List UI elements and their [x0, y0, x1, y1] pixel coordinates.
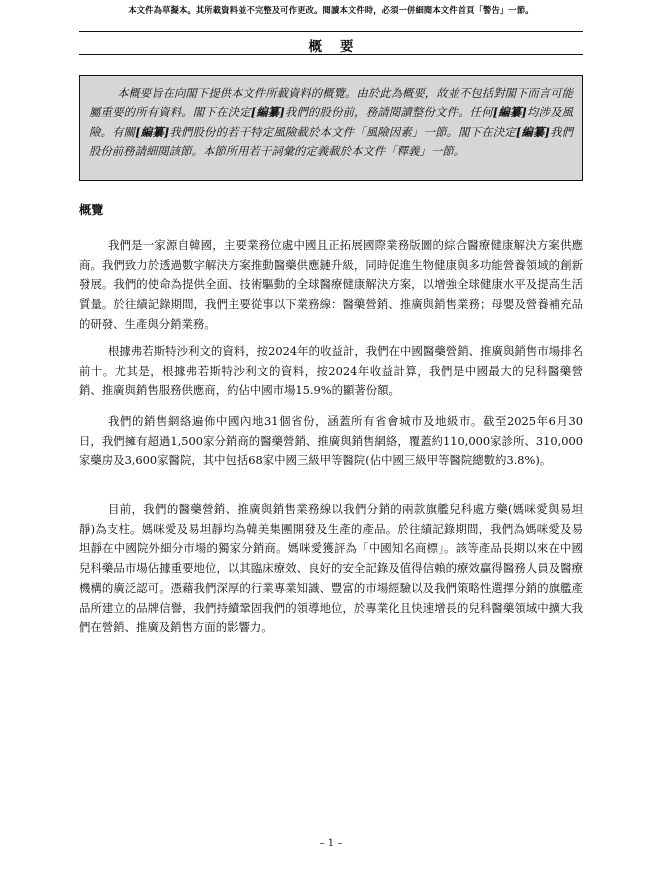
overview-paragraph: 我們是一家源自韓國，主要業務位處中國且正拓展國際業務版圖的綜合醫療健康解決方案供應商。我們致力於透過數字解決方案推動醫藥供應鏈升級，同時促進生物健康與多功能營養領域的創新發展。我們的使命為提供全面、技術驅動的全球醫療健康解決方案，以增強全球健康水平及提高生活質量。於往績記錄期間，我們主要從事以下業務線：醫藥營銷、推廣與銷售業務；母嬰及營養補充品的研發、生產與分銷業務。: [79, 238, 583, 331]
overview-paragraph: 目前，我們的醫藥營銷、推廣與銷售業務線以我們分銷的兩款旗艦兒科處方藥(媽咪愛與易坦靜)為支柱。媽咪愛及易坦靜均為韓美集團開發及生產的產品。於往績記錄期間，我們為媽咪愛及易坦靜在中國院外細分市場的獨家分銷商。媽咪愛獲評為「中國知名商標」。該等產品長期以來在中國兒科藥品市場佔據重要地位，以其臨床療效、良好的安全記錄及值得信賴的療效贏得醫務人員及醫療機構的廣泛認可。憑藉我們深厚的行業專業知識、豐富的市場經驗以及我們策略性選擇分銷的旗艦產品所建立的品牌信譽，我們持續鞏固我們的領導地位，於專業化且快速增長的兒科醫藥領域中擴大我們在營銷、推廣及銷售方面的影響力。: [79, 502, 583, 635]
redacted-marker: [編纂]: [135, 124, 170, 139]
notice-text: 我們股份前務請細閱該節。本節所用若干詞彙的定義載於本文件「釋義」一節。: [89, 124, 574, 159]
title-top-rule: [79, 31, 583, 32]
overview-heading: 概覽: [79, 203, 104, 217]
overview-paragraph: 我們的銷售網絡遍佈中國內地31個省份，涵蓋所有省會城市及地級市。截至2025年6月30日，我們擁有超過1,500家分銷商的醫藥營銷、推廣與銷售網絡，覆蓋約110,000家診所、310,000家藥房及3,600家醫院，其中包括68家中國三級甲等醫院(佔中國三級甲等醫院總數約3.8%)。: [79, 414, 583, 468]
draft-warning-banner: 本文件為草擬本。其所載資料並不完整及可作更改。閱讀本文件時，必須一併細閱本文件首頁「警告」一節。: [128, 5, 534, 15]
redacted-marker: [編纂]: [515, 124, 550, 139]
notice-text: 我們的股份前，務請閱讀整份文件。任何: [284, 105, 493, 120]
summary-notice-box: [79, 75, 583, 181]
notice-text: 我們股份的若干特定風險載於本文件「風險因素」一節。閣下在決定: [169, 124, 516, 139]
redacted-marker: [編纂]: [250, 105, 285, 120]
notice-text: 均涉及風險。有關: [89, 105, 574, 139]
overview-paragraph: 根據弗若斯特沙利文的資料，按2024年的收益計，我們在中國醫藥營銷、推廣與銷售市場排名前十。尤其是，根據弗若斯特沙利文的資料，按2024年收益計算，我們是中國最大的兒科醫藥營銷、推廣與銷售服務供應商，約佔中國市場15.9%的顯著份額。: [79, 344, 583, 398]
section-title: 概要: [308, 39, 372, 55]
notice-text: 本概要旨在向閣下提供本文件所載資料的概覽。由於此為概要，故並不包括對閣下而言可能屬重要的所有資料。閣下在決定: [89, 86, 573, 120]
title-bottom-rule: [79, 54, 583, 55]
redacted-marker: [編纂]: [492, 105, 527, 120]
page-number: – 1 –: [319, 838, 343, 849]
